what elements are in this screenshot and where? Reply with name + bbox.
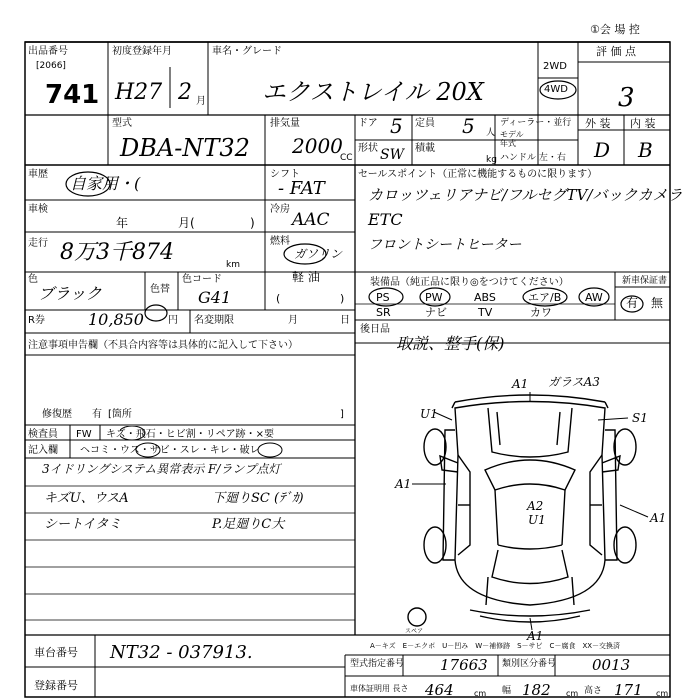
- width-label: 幅: [502, 686, 512, 696]
- month-slash: [168, 65, 182, 110]
- equip-abs: ABS: [474, 291, 496, 304]
- lot-no-label: 出品番号: [28, 46, 68, 57]
- load-label: 積載: [415, 143, 435, 154]
- first-reg-label: 初度登録年月: [112, 46, 172, 57]
- dims-label: 車体証明用 長さ: [350, 684, 409, 693]
- interior-grade: B: [638, 138, 653, 162]
- remark-line-3: シートイタミ: [44, 517, 122, 532]
- warranty-yes: 有: [626, 296, 639, 310]
- remark-line-2b: 下廻りSC (ﾃﾞｶ): [212, 491, 304, 506]
- inspection-label: 車検: [28, 204, 48, 215]
- score-value: 3: [618, 83, 635, 113]
- length-value: 464: [425, 681, 454, 699]
- chassis-no-label: 車台番号: [34, 646, 78, 659]
- mark-right-a1: A1: [650, 511, 667, 525]
- mark-left-u1: U1: [420, 407, 438, 421]
- score-label: 評 価 点: [596, 45, 636, 58]
- mark-left-a1: A1: [395, 477, 412, 491]
- repair-location: [箇所: [108, 409, 132, 420]
- width-value: 182: [522, 681, 551, 699]
- equip-leather: カワ: [530, 306, 552, 319]
- capacity-value: 5: [462, 114, 475, 138]
- height-cm: cm: [656, 689, 669, 698]
- color-label: 色: [28, 274, 38, 285]
- equip-sr: SR: [376, 306, 391, 319]
- corner-label: ①会 場 控: [590, 23, 640, 36]
- notes-header: 注意事項申告欄（不具合内容等は具体的に記入して下さい）: [28, 340, 298, 351]
- equip-ps: PS: [376, 291, 390, 304]
- equip-tv: TV: [478, 306, 493, 319]
- usage-value: 自家用・(: [70, 174, 141, 193]
- sales-point-label: セールスポイント（正常に機能するものに限ります）: [358, 169, 598, 180]
- class-no-label: 類別区分番号: [502, 659, 557, 669]
- name-period-month: 月: [288, 315, 298, 326]
- 2wd-label: 2WD: [543, 61, 567, 72]
- type-cert-label: 型式指定番号: [350, 659, 405, 669]
- reg-no-label: 登録番号: [34, 679, 78, 692]
- handle-label: ハンドル 左・右: [500, 153, 566, 163]
- fuel-paren-open: (: [276, 292, 281, 305]
- person-unit: 人: [486, 128, 496, 138]
- color-value: ブラック: [38, 284, 102, 303]
- shape-label: 形状: [358, 143, 378, 154]
- equip-pw: PW: [425, 291, 443, 304]
- length-cm: cm: [474, 689, 487, 698]
- door-value: 5: [390, 114, 403, 138]
- fuel-circle: [282, 242, 328, 266]
- inspection-close: ): [250, 216, 255, 230]
- inspector-label: 検査員: [28, 429, 58, 440]
- mark-center-u1: U1: [528, 513, 546, 527]
- mileage-label: 走行: [28, 238, 48, 249]
- capacity-label: 定員: [415, 118, 435, 129]
- exterior-label: 外 装: [585, 117, 611, 130]
- inspection-year: 年: [116, 216, 129, 230]
- equip-navi: ナビ: [425, 306, 447, 319]
- car-name-label: 車名・グレード: [212, 46, 282, 57]
- cc-unit: CC: [340, 153, 353, 163]
- repair-label: 修復歴: [42, 409, 72, 420]
- fuel-value: ガソリン: [294, 247, 343, 261]
- repair-end: ]: [340, 409, 344, 420]
- door-label: ドア: [358, 118, 378, 129]
- mark-right-s1: S1: [632, 411, 648, 425]
- aircon-value: AAC: [292, 210, 330, 230]
- color-code-label: 色コード: [182, 274, 222, 285]
- sales-point-3: フロントシートヒーター: [368, 237, 522, 253]
- chassis-no-value: NT32 - 037913.: [110, 642, 253, 663]
- shift-value: - FAT: [278, 178, 325, 199]
- remark-line-1: 3イドリングシステム異常表示 F/ランプ点灯: [42, 462, 281, 476]
- car-name-grade: エクストレイル 20X: [262, 78, 484, 106]
- exterior-grade: D: [594, 138, 611, 162]
- sales-point-2: ETC: [368, 210, 403, 229]
- equip-aw: AW: [585, 291, 603, 304]
- after-items-label: 後日品: [360, 324, 390, 335]
- usage-label: 車歴: [28, 169, 48, 180]
- damage-codes-2: ヘコミ・ウス・サビ・スレ・キレ・破レ: [80, 445, 260, 456]
- damage-code-circles: [120, 426, 320, 458]
- warranty-no: 無: [651, 296, 664, 310]
- 4wd-option: 4WD: [544, 84, 568, 95]
- remark-line-2: キズU、ウスA: [44, 491, 129, 506]
- spare-label: スペア: [405, 628, 424, 635]
- shift-label: シフト: [270, 169, 300, 180]
- displacement-label: 排気量: [270, 118, 300, 129]
- displacement-value: 2000: [292, 134, 343, 158]
- width-cm: cm: [566, 689, 579, 698]
- mark-top-glass: ガラスA3: [548, 375, 600, 389]
- shape-value: SW: [380, 147, 404, 163]
- yen-unit: 円: [168, 315, 178, 326]
- first-reg-year: H27: [115, 80, 163, 105]
- damage-codes-1: キズ・飛石・ヒビ割・リペア跡・×要: [106, 429, 274, 440]
- sales-point-1: カロッツェリアナビ/フルセグTV/バックカメラ: [368, 186, 683, 204]
- type-cert-value: 17663: [440, 656, 488, 674]
- kg-unit: kg: [486, 155, 497, 165]
- mark-bottom-a1: A1: [527, 629, 544, 643]
- fuel-label: 燃料: [270, 236, 290, 247]
- dealer-label: ディーラー・並行: [500, 118, 572, 128]
- aircon-label: 冷房: [270, 204, 290, 215]
- after-items-value: 取説、整手(保): [396, 334, 505, 353]
- remarks-label: 記入欄: [28, 445, 58, 456]
- model-year-label: モデル 年式: [500, 130, 524, 148]
- equip-airbag: エア/B: [528, 291, 562, 304]
- inspection-month: 月(: [178, 216, 195, 230]
- warranty-label: 新車保証書: [622, 276, 668, 286]
- color-swap-label: 色替: [150, 284, 170, 295]
- interior-label: 内 装: [630, 117, 656, 130]
- r-ticket-value: 10,850: [88, 310, 144, 329]
- auction-code: [2066]: [36, 61, 66, 71]
- mark-top-a1: A1: [512, 377, 529, 391]
- month-mark: 月: [196, 96, 206, 107]
- mark-center-a2: A2: [527, 499, 544, 513]
- first-reg-month: 2: [178, 80, 192, 105]
- fuel-paren-close: ): [340, 292, 345, 305]
- name-period-label: 名変期限: [194, 315, 234, 326]
- lot-number: 741: [45, 80, 100, 110]
- repair-yes: 有: [92, 409, 102, 420]
- r-ticket-label: R券: [28, 315, 45, 326]
- name-period-day: 日: [340, 315, 350, 326]
- model-value: DBA-NT32: [120, 134, 250, 162]
- km-unit: km: [226, 260, 240, 270]
- damage-legend: A－キズ E－エクボ U－凹み W－補修跡 S－サビ C－腐食 XX－交換済: [370, 642, 621, 650]
- remark-line-3b: P.足廻りC大: [212, 517, 285, 532]
- height-label: 高さ: [584, 686, 603, 696]
- class-no-value: 0013: [592, 656, 631, 674]
- mileage-value: 8万3千874: [60, 240, 174, 265]
- fuel-diesel: 軽 油: [292, 270, 320, 284]
- height-value: 171: [614, 681, 643, 699]
- color-code-value: G41: [198, 288, 232, 307]
- equipment-label: 装備品（純正品に限り◎をつけてください）: [370, 277, 569, 288]
- fw-label: FW: [76, 429, 92, 440]
- model-label: 型式: [112, 118, 132, 129]
